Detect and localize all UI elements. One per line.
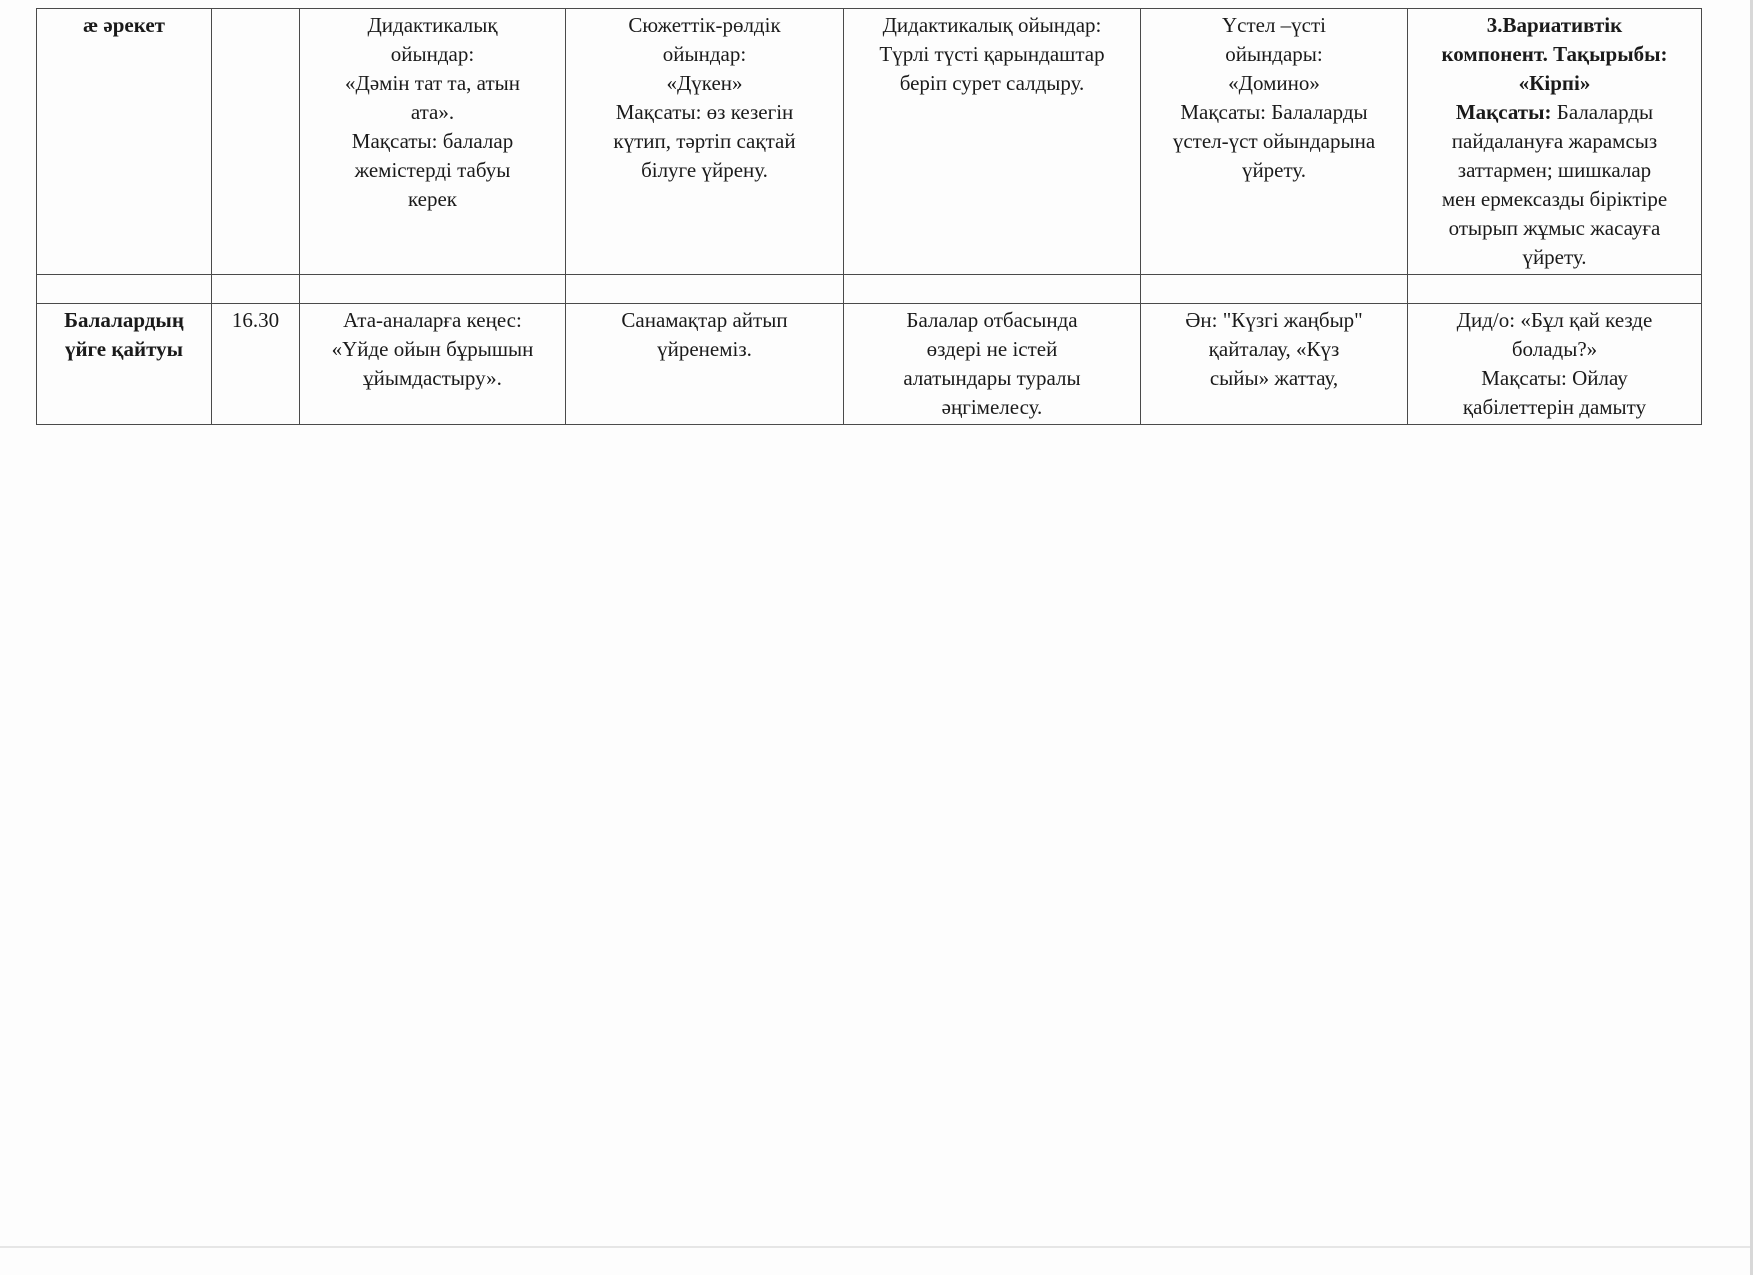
cell-line: Ата-аналарға кеңес: (343, 308, 522, 332)
activity-cell-monday (300, 9, 566, 275)
activity-cell-thursday (1141, 9, 1408, 275)
cell-line: беріп сурет салдыру. (899, 71, 1085, 95)
cell-line: алатындары туралы (903, 366, 1081, 390)
cell-line: жемістерді табуы (354, 158, 511, 182)
empty-cell (300, 275, 566, 304)
activity-cell-wednesday (844, 9, 1141, 275)
cell-line: «Дәмін тат та, атын (345, 71, 520, 95)
cell-line: сыйы» жаттау, (1209, 366, 1339, 390)
empty-cell (212, 275, 300, 304)
cell-line: күтип, тәртіп сақтай (613, 129, 796, 153)
activity-cell-thursday (1141, 304, 1408, 425)
cell-line: Дидактикалық ойындар: (882, 13, 1102, 37)
cell-line: үйрету. (1522, 245, 1587, 269)
cell-line: керек (407, 187, 458, 211)
cell-line: ата». (410, 100, 455, 124)
cell-line: «Дүкен» (666, 71, 743, 95)
activity-cell-wednesday (844, 304, 1141, 425)
scan-edge-bottom (0, 1246, 1753, 1248)
activity-cell-friday (1408, 304, 1702, 425)
cell-line: қабілеттерін дамыту (1462, 395, 1647, 419)
cell-line: мен ермексазды біріктіре (1441, 187, 1668, 211)
empty-cell (1141, 275, 1408, 304)
cell-line: Үстел –үсті (1221, 13, 1327, 37)
cell-line: ойындары: (1225, 42, 1323, 66)
cell-line: Балалар отбасында (906, 308, 1078, 332)
cell-line: Дидактикалық (367, 13, 498, 37)
table-row-spacer (37, 275, 1702, 304)
cell-line: отырып жұмыс жасауға (1448, 216, 1661, 240)
activity-cell-monday (300, 304, 566, 425)
time-cell: 16.30 (212, 304, 300, 425)
cell-line: ойындар: (662, 42, 747, 66)
cell-line: Мақсаты: Ойлау (1481, 366, 1628, 390)
time-cell (212, 9, 300, 275)
cell-title-line: компонент. Тақырыбы: (1441, 42, 1668, 66)
cell-line: Мақсаты: өз кезегін (615, 100, 794, 124)
activity-cell-tuesday (566, 304, 844, 425)
weekly-plan-table (36, 8, 1702, 425)
cell-line: Мақсаты: балалар (351, 129, 514, 153)
table-row (37, 9, 1702, 275)
empty-cell (844, 275, 1141, 304)
row-label: Балалардың үйге қайтуы (37, 304, 212, 425)
cell-line: Дид/о: «Бұл қай кезде (1456, 308, 1653, 332)
cell-title-line: «Кірпі» (1518, 71, 1591, 95)
cell-line: өздері не істей (926, 337, 1058, 361)
cell-line: заттармен; шишкалар (1457, 158, 1652, 182)
cell-line: Сюжеттік-рөлдік (628, 13, 781, 37)
cell-line: үстел-үст ойындарына (1172, 129, 1376, 153)
cell-line: Мақсаты: Балаларды (1180, 100, 1368, 124)
row-label: ӕ әрекет (37, 9, 212, 275)
goal-label: Мақсаты: (1455, 100, 1552, 124)
cell-line: әңгімелесу. (941, 395, 1043, 419)
cell-line: Санамақтар айтып (621, 308, 788, 332)
cell-line: «Үйде ойын бұрышын (331, 337, 534, 361)
cell-title-line: 3.Вариативтік (1486, 13, 1623, 37)
cell-line: ойындар: (390, 42, 475, 66)
goal-text: Балаларды (1551, 100, 1654, 124)
cell-line: үйренеміз. (657, 337, 752, 361)
cell-line: ұйымдастыру». (363, 366, 502, 390)
table-row (37, 304, 1702, 425)
activity-cell-friday (1408, 9, 1702, 275)
empty-cell (1408, 275, 1702, 304)
cell-goal-line (1414, 98, 1695, 127)
cell-line: қайталау, «Күз (1208, 337, 1340, 361)
empty-cell (37, 275, 212, 304)
cell-line: болады?» (1511, 337, 1598, 361)
cell-line: Ән: "Күзгі жаңбыр" (1185, 308, 1363, 332)
cell-line: «Домино» (1228, 71, 1320, 95)
empty-cell (566, 275, 844, 304)
cell-line: білуге үйрену. (641, 158, 768, 182)
cell-line: үйрету. (1241, 158, 1307, 182)
activity-cell-tuesday (566, 9, 844, 275)
cell-line: пайдалануға жарамсыз (1451, 129, 1658, 153)
cell-line: Түрлі түсті қарындаштар (879, 42, 1105, 66)
